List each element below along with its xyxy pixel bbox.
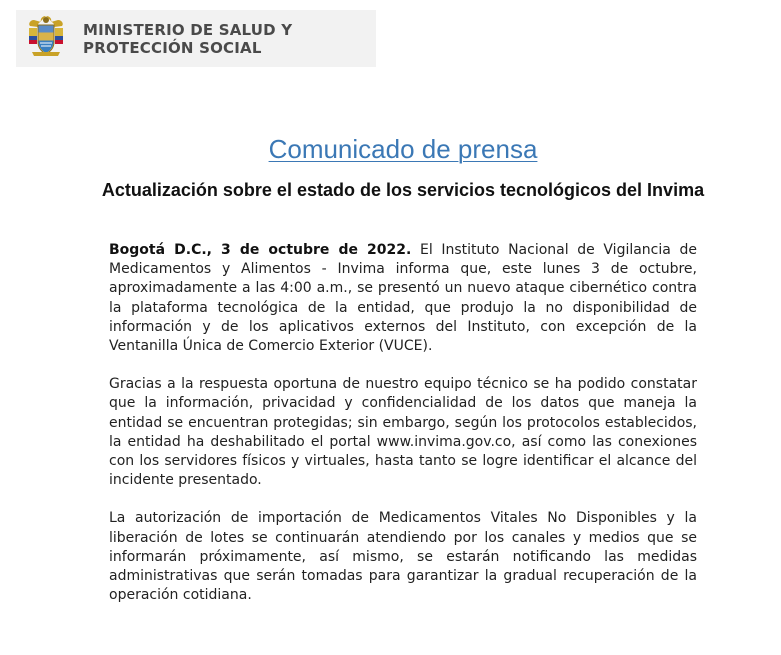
ministry-name-line-1: MINISTERIO DE SALUD Y	[83, 21, 293, 39]
paragraph: La autorización de importación de Medicamentos Vitales No Disponibles y la liberación de lotes se continuarán atendiendo por los canales y medios que se informarán próximamente, así mismo, se estarán notificando las medidas administrativas que serán tomadas para garantizar la gradual recuperación de la operación cotidiana.	[109, 510, 697, 604]
press-release-subtitle: Actualización sobre el estado de los servicios tecnológicos del Invima	[101, 180, 705, 200]
ministry-name	[83, 21, 292, 57]
paragraph-text: El Instituto Nacional de Vigilancia de Medicamentos y Alimentos - Invima informa que, este lunes 3 de octubre, aproximadamente a las 4:00 a.m., se presentó un nuevo ataque cibernético contra la plataforma tecnológica de la entidad, que produjo la no disponibilidad de información y de los aplicativos externos del Instituto, con excepción de la Ventanilla Única de Comercio Exterior (VUCE).	[109, 242, 697, 355]
paragraph	[109, 241, 697, 356]
press-release-heading[interactable]: Comunicado de prensa	[268, 134, 538, 164]
paragraph: Gracias a la respuesta oportuna de nuestro equipo técnico se ha podido constatar que la información, privacidad y confidencialidad de los datos que maneja la entidad se encuentran protegidas; sin embargo, según los protocolos establecidos, la entidad ha deshabilitado el portal www.invima.gov.co, así como las conexiones con los servidores físicos y virtuales, hasta tanto se logre identificar el alcance del incidente presentado.	[109, 376, 697, 489]
dateline: Bogotá D.C., 3 de octubre de 2022.	[109, 242, 412, 258]
colombia-coat-of-arms-icon	[26, 14, 66, 58]
press-release-body	[109, 241, 697, 605]
ministry-header	[16, 10, 376, 67]
ministry-name-line-2: PROTECCIÓN SOCIAL	[83, 39, 262, 57]
